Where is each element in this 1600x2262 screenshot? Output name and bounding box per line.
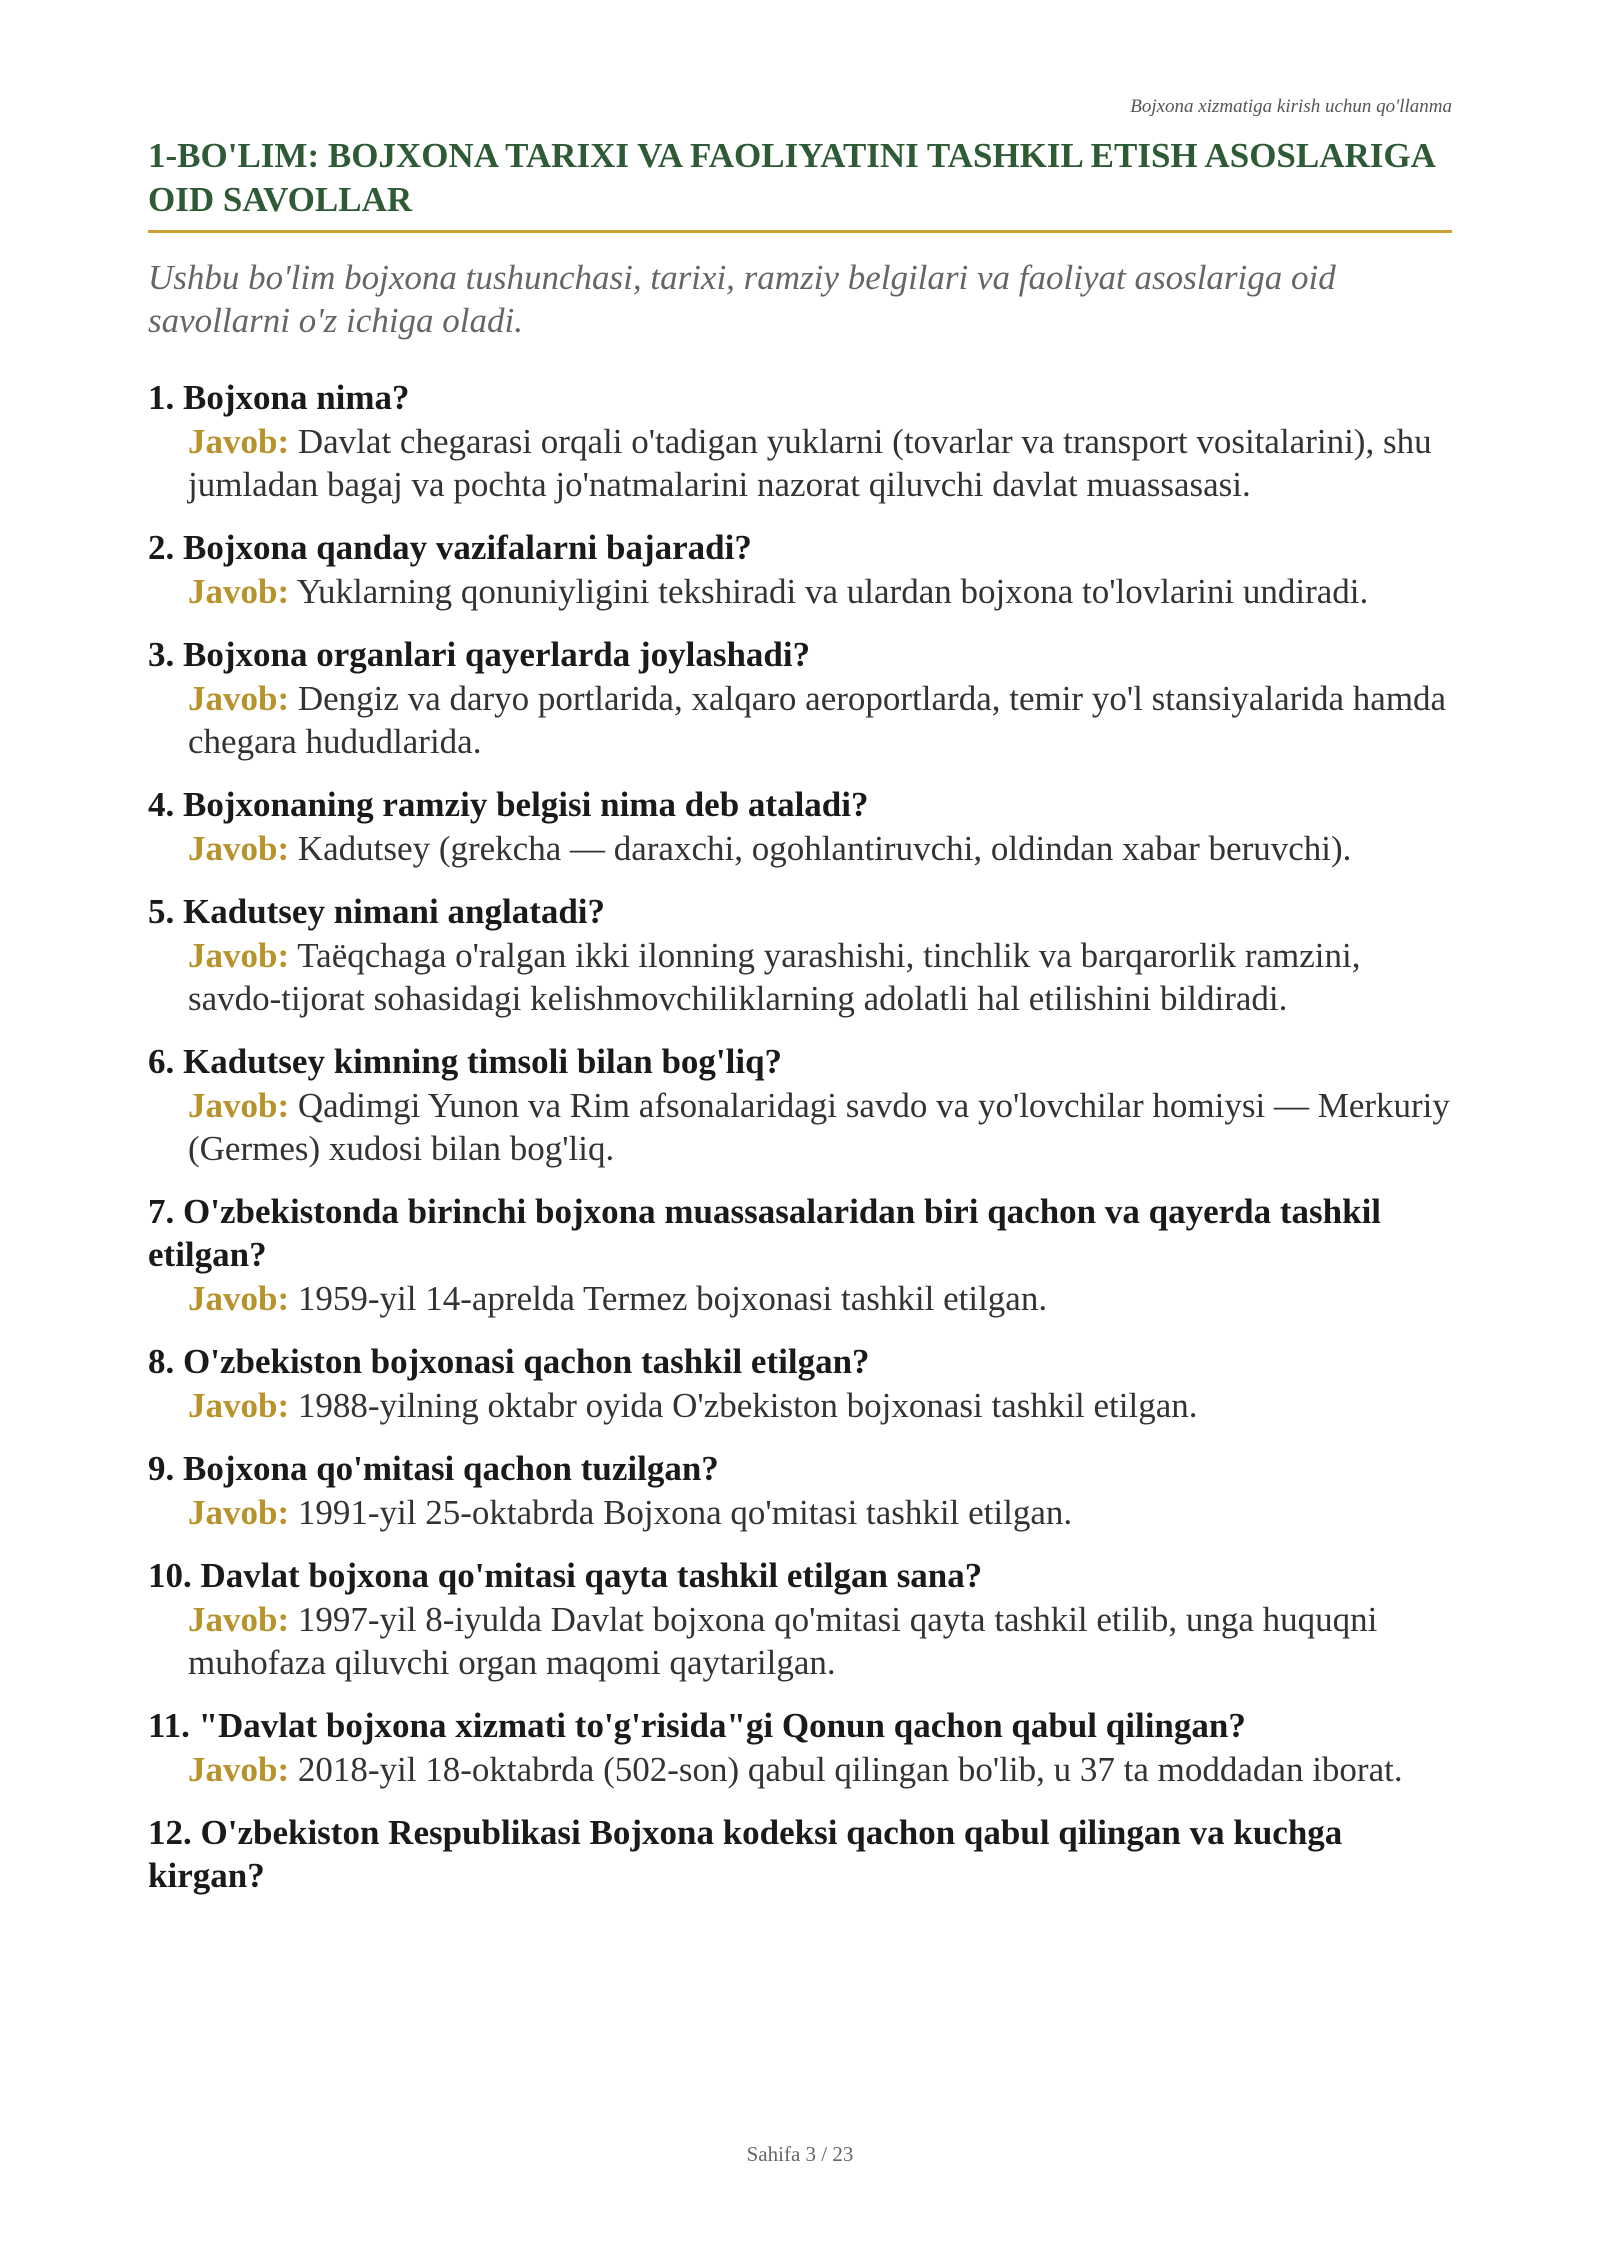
answer-label: Javob: [188,1600,290,1639]
document-page [148,0,1452,2262]
question: 3. Bojxona organlari qayerlarda joylashadi? [148,635,811,674]
question: 1. Bojxona nima? [148,378,410,417]
page-number: Sahifa 3 / 23 [746,2142,854,2166]
answer-label: Javob: [188,1386,290,1425]
question: 5. Kadutsey nimani anglatadi? [148,892,606,931]
title-divider [148,230,1452,233]
qa-item-8 [148,1340,1452,1427]
qa-item-3 [148,633,1452,763]
answer-text: 1991-yil 25-oktabrda Bojxona qo'mitasi tashkil etilgan. [297,1493,1073,1532]
running-header: Bojxona xizmatiga kirish uchun qo'llanma [1130,96,1452,117]
answer [188,677,1452,763]
qa-item-9 [148,1447,1452,1534]
answer-text: Qadimgi Yunon va Rim afsonalaridagi savdo va yo'lovchilar homiysi — Merkuriy (Germes) xudosi bilan bog'liq. [188,1086,1450,1168]
qa-item-12 [148,1811,1452,1897]
qa-item-7 [148,1190,1452,1320]
qa-item-2 [148,526,1452,613]
answer-text: Taëqchaga o'ralgan ikki ilonning yarashishi, tinchlik va barqarorlik ramzini, savdo-tijorat sohasidagi kelishmovchiliklarning adolatli hal etilishini bildiradi. [188,936,1361,1018]
section-title: 1-BO'LIM: BOJXONA TARIXI VA FAOLIYATINI TASHKIL ETISH ASOSLARIGA OID SAVOLLAR [148,136,1434,219]
qa-item-6 [148,1040,1452,1170]
answer-label: Javob: [188,936,290,975]
answer-label: Javob: [188,679,290,718]
question: 11. "Davlat bojxona xizmati to'g'risida"gi Qonun qachon qabul qilingan? [148,1706,1246,1745]
answer [188,1748,1452,1791]
answer-label: Javob: [188,1750,290,1789]
answer [188,1277,1452,1320]
question: 8. O'zbekiston bojxonasi qachon tashkil etilgan? [148,1342,870,1381]
answer-label: Javob: [188,572,290,611]
answer [188,1384,1452,1427]
answer-text: Kadutsey (grekcha — daraxchi, ogohlantiruvchi, oldindan xabar beruvchi). [297,829,1352,868]
answer [188,570,1452,613]
qa-item-5 [148,890,1452,1020]
question: 12. O'zbekiston Respublikasi Bojxona kodeksi qachon qabul qilingan va kuchga kirgan? [148,1813,1343,1895]
question: 6. Kadutsey kimning timsoli bilan bog'liq? [148,1042,783,1081]
answer-label: Javob: [188,1086,290,1125]
answer [188,1491,1452,1534]
answer-label: Javob: [188,829,290,868]
qa-item-1 [148,376,1452,506]
question: 2. Bojxona qanday vazifalarni bajaradi? [148,528,752,567]
answer-text: Dengiz va daryo portlarida, xalqaro aeroportlarda, temir yo'l stansiyalarida hamda chegara hududlarida. [188,679,1447,761]
answer-text: Yuklarning qonuniyligini tekshiradi va ulardan bojxona to'lovlarini undiradi. [296,572,1369,611]
answer-text: 1959-yil 14-aprelda Termez bojxonasi tashkil etilgan. [297,1279,1048,1318]
answer-text: 1997-yil 8-iyulda Davlat bojxona qo'mitasi qayta tashkil etilib, unga huquqni muhofaza qiluvchi organ maqomi qaytarilgan. [188,1600,1378,1682]
qa-list [148,376,1452,1917]
answer-label: Javob: [188,1493,290,1532]
answer-text: 2018-yil 18-oktabrda (502-son) qabul qilingan bo'lib, u 37 ta moddadan iborat. [297,1750,1403,1789]
question: 4. Bojxonaning ramziy belgisi nima deb ataladi? [148,785,869,824]
answer-label: Javob: [188,1279,290,1318]
answer-label: Javob: [188,422,290,461]
answer [188,934,1452,1020]
question: 9. Bojxona qo'mitasi qachon tuzilgan? [148,1449,719,1488]
answer-text: Davlat chegarasi orqali o'tadigan yuklarni (tovarlar va transport vositalarini), shu jumladan bagaj va pochta jo'natmalarini nazorat qiluvchi davlat muassasasi. [188,422,1432,504]
qa-item-4 [148,783,1452,870]
section-intro: Ushbu bo'lim bojxona tushunchasi, tarixi, ramziy belgilari va faoliyat asoslariga oid savollarni o'z ichiga oladi. [148,258,1336,340]
answer [188,827,1452,870]
question: 7. O'zbekistonda birinchi bojxona muassasalaridan biri qachon va qayerda tashkil etilgan? [148,1192,1382,1274]
qa-item-11 [148,1704,1452,1791]
answer [188,1084,1452,1170]
question: 10. Davlat bojxona qo'mitasi qayta tashkil etilgan sana? [148,1556,983,1595]
qa-item-10 [148,1554,1452,1684]
answer [188,1598,1452,1684]
answer-text: 1988-yilning oktabr oyida O'zbekiston bojxonasi tashkil etilgan. [297,1386,1198,1425]
answer [188,420,1452,506]
